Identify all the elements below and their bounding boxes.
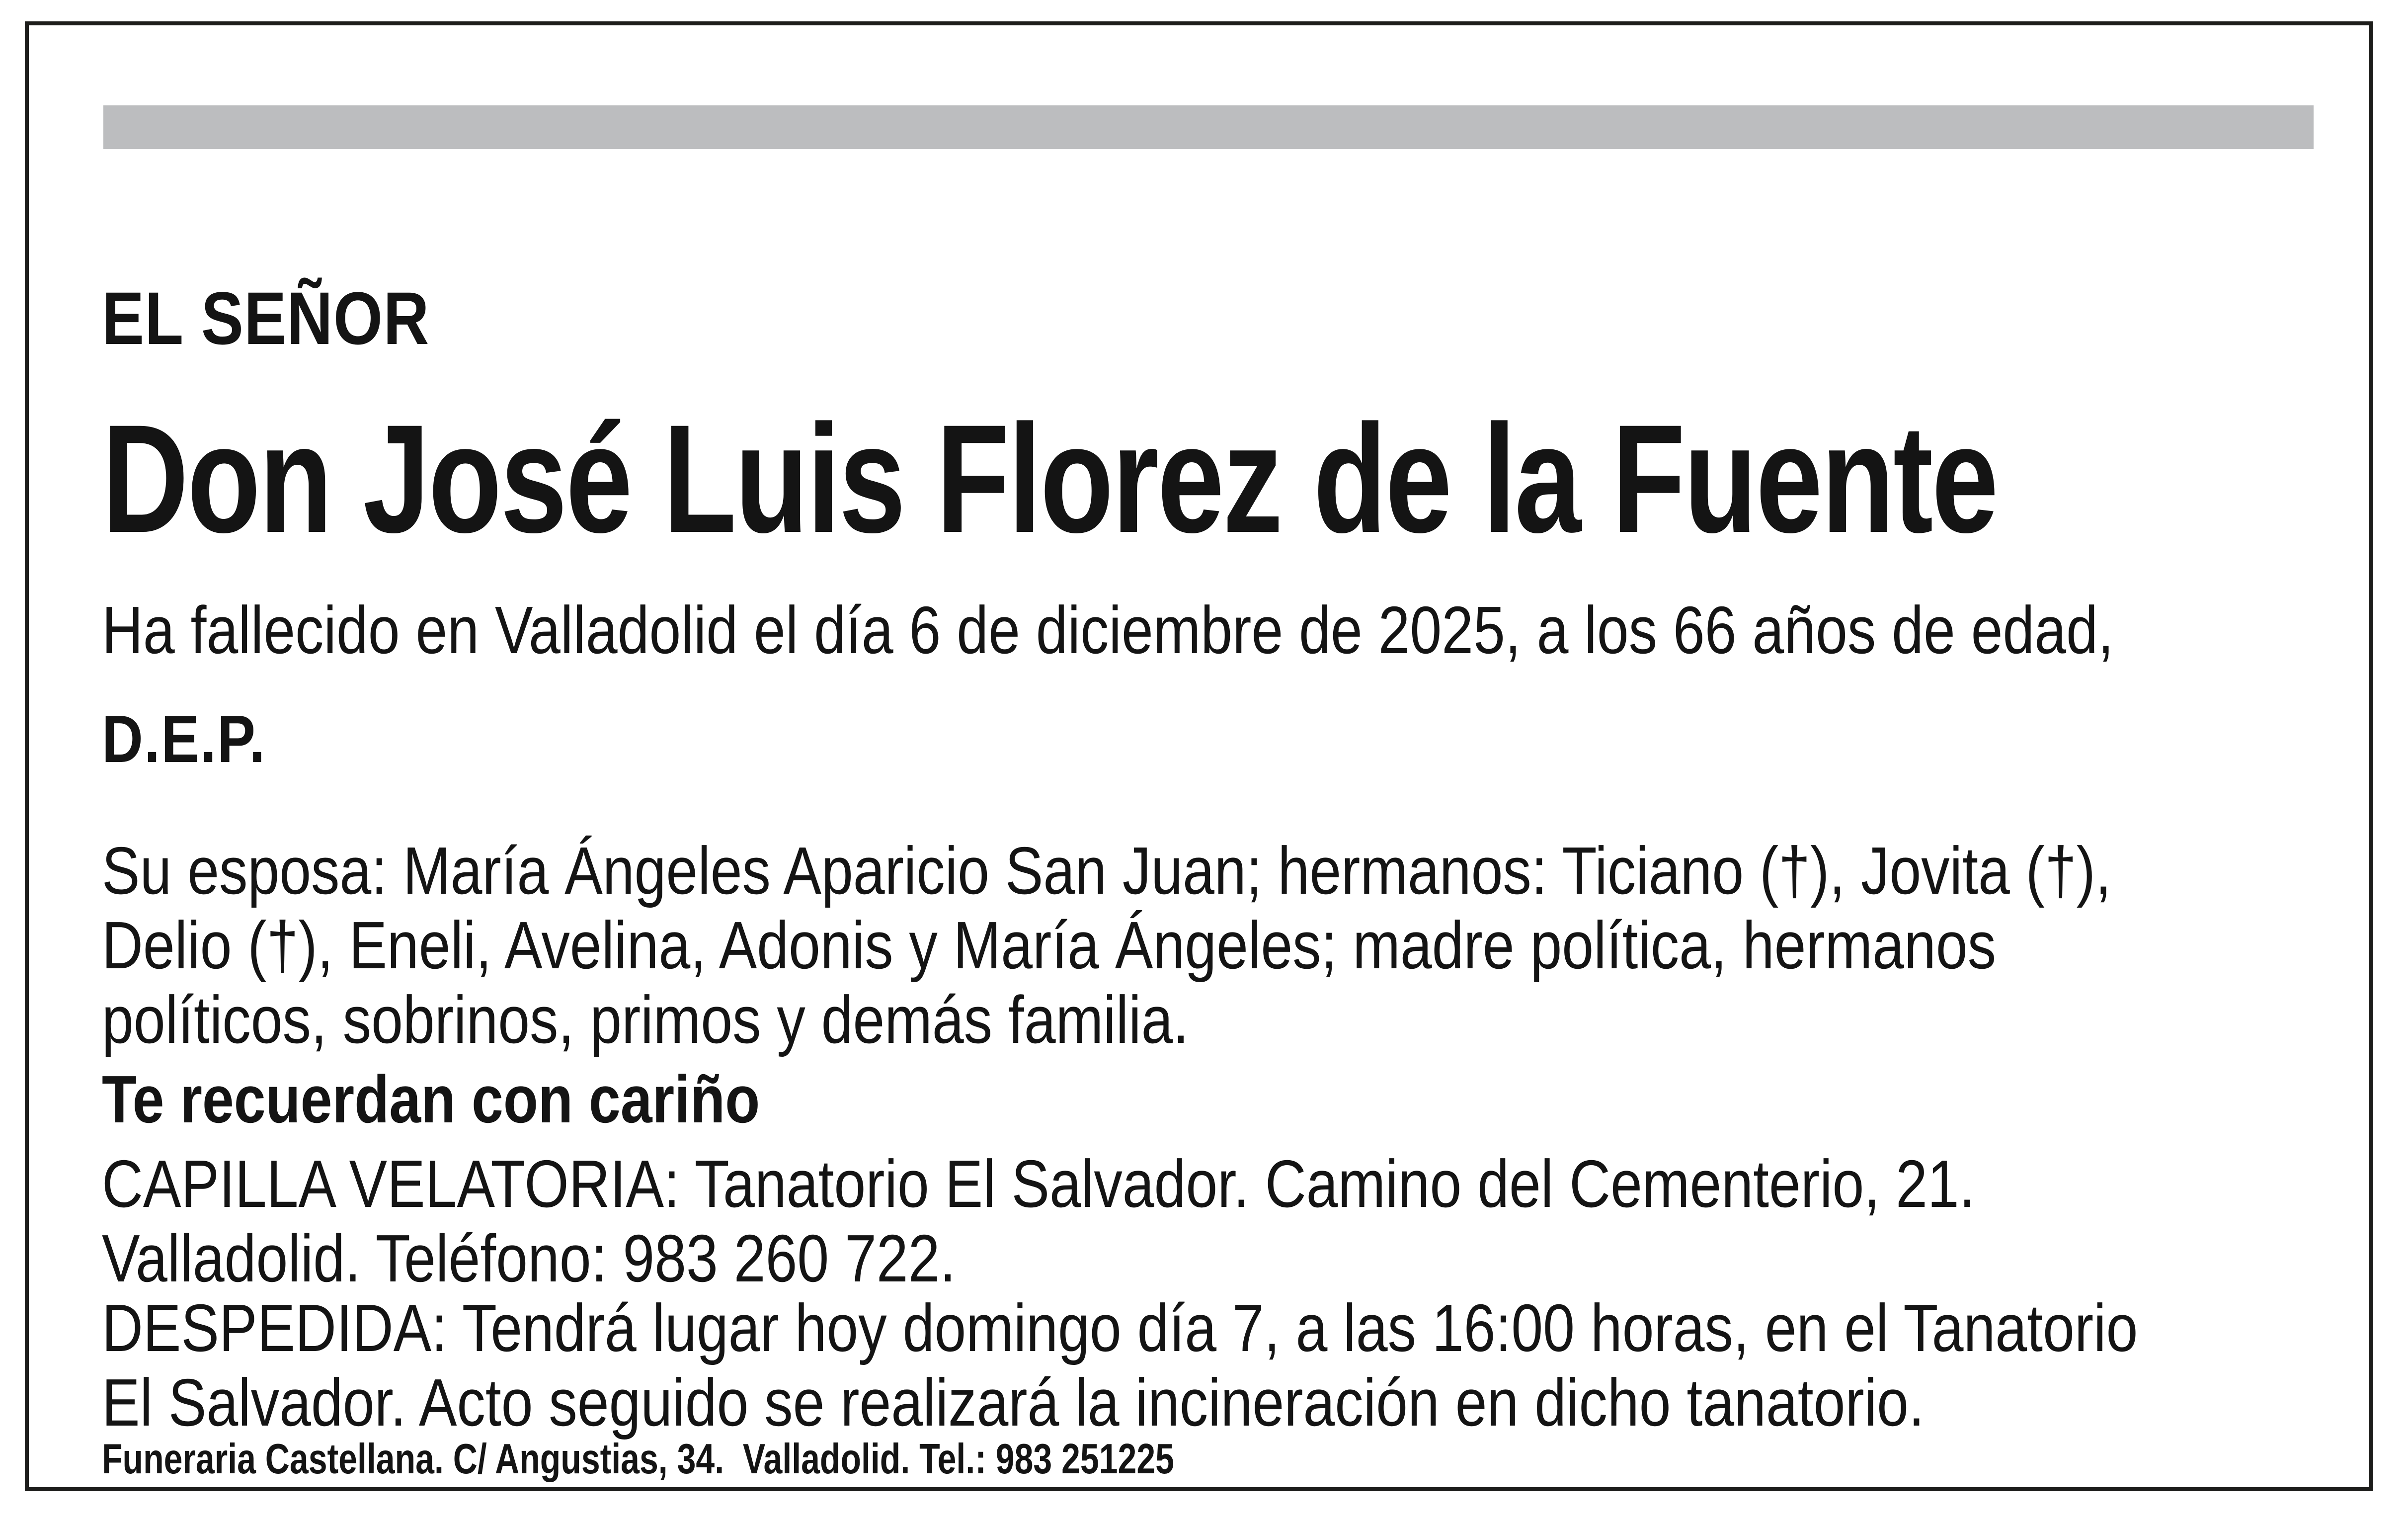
chapel-line: Valladolid. Teléfono: 983 260 722. [102, 1221, 956, 1296]
farewell-line: DESPEDIDA: Tendrá lugar hoy domingo día 7, a las 16:00 horas, en el Tanatorio [102, 1290, 2138, 1365]
deceased-name: Don José Luis Florez de la Fuente [102, 392, 1998, 565]
family-line: Delio (†), Eneli, Avelina, Adonis y María Ángeles; madre política, hermanos [102, 908, 1997, 983]
dep-abbreviation: D.E.P. [102, 701, 266, 776]
salutation: EL SEÑOR [102, 276, 430, 360]
decorative-top-bar [103, 105, 2314, 149]
chapel-line: CAPILLA VELATORIA: Tanatorio El Salvador. Camino del Cementerio, 21. [102, 1146, 1975, 1221]
farewell-line: El Salvador. Acto seguido se realizará la incineración en dicho tanatorio. [102, 1365, 1925, 1440]
funeral-home-footer: Funeraria Castellana. C/ Angustias, 34. Valladolid. Tel.: 983 251225 [102, 1436, 1175, 1483]
family-line: políticos, sobrinos, primos y demás familia. [102, 982, 1189, 1057]
farewell-paragraph [102, 1291, 2408, 1440]
family-line: Su esposa: María Ángeles Aparicio San Juan; hermanos: Ticiano (†), Jovita (†), [102, 833, 2111, 908]
family-paragraph [102, 834, 2408, 1057]
wake-chapel-paragraph [102, 1147, 2306, 1296]
remembrance-line: Te recuerdan con cariño [102, 1062, 760, 1137]
obituary-card [25, 21, 2373, 1491]
death-announcement: Ha fallecido en Valladolid el día 6 de diciembre de 2025, a los 66 años de edad, [102, 593, 2114, 668]
